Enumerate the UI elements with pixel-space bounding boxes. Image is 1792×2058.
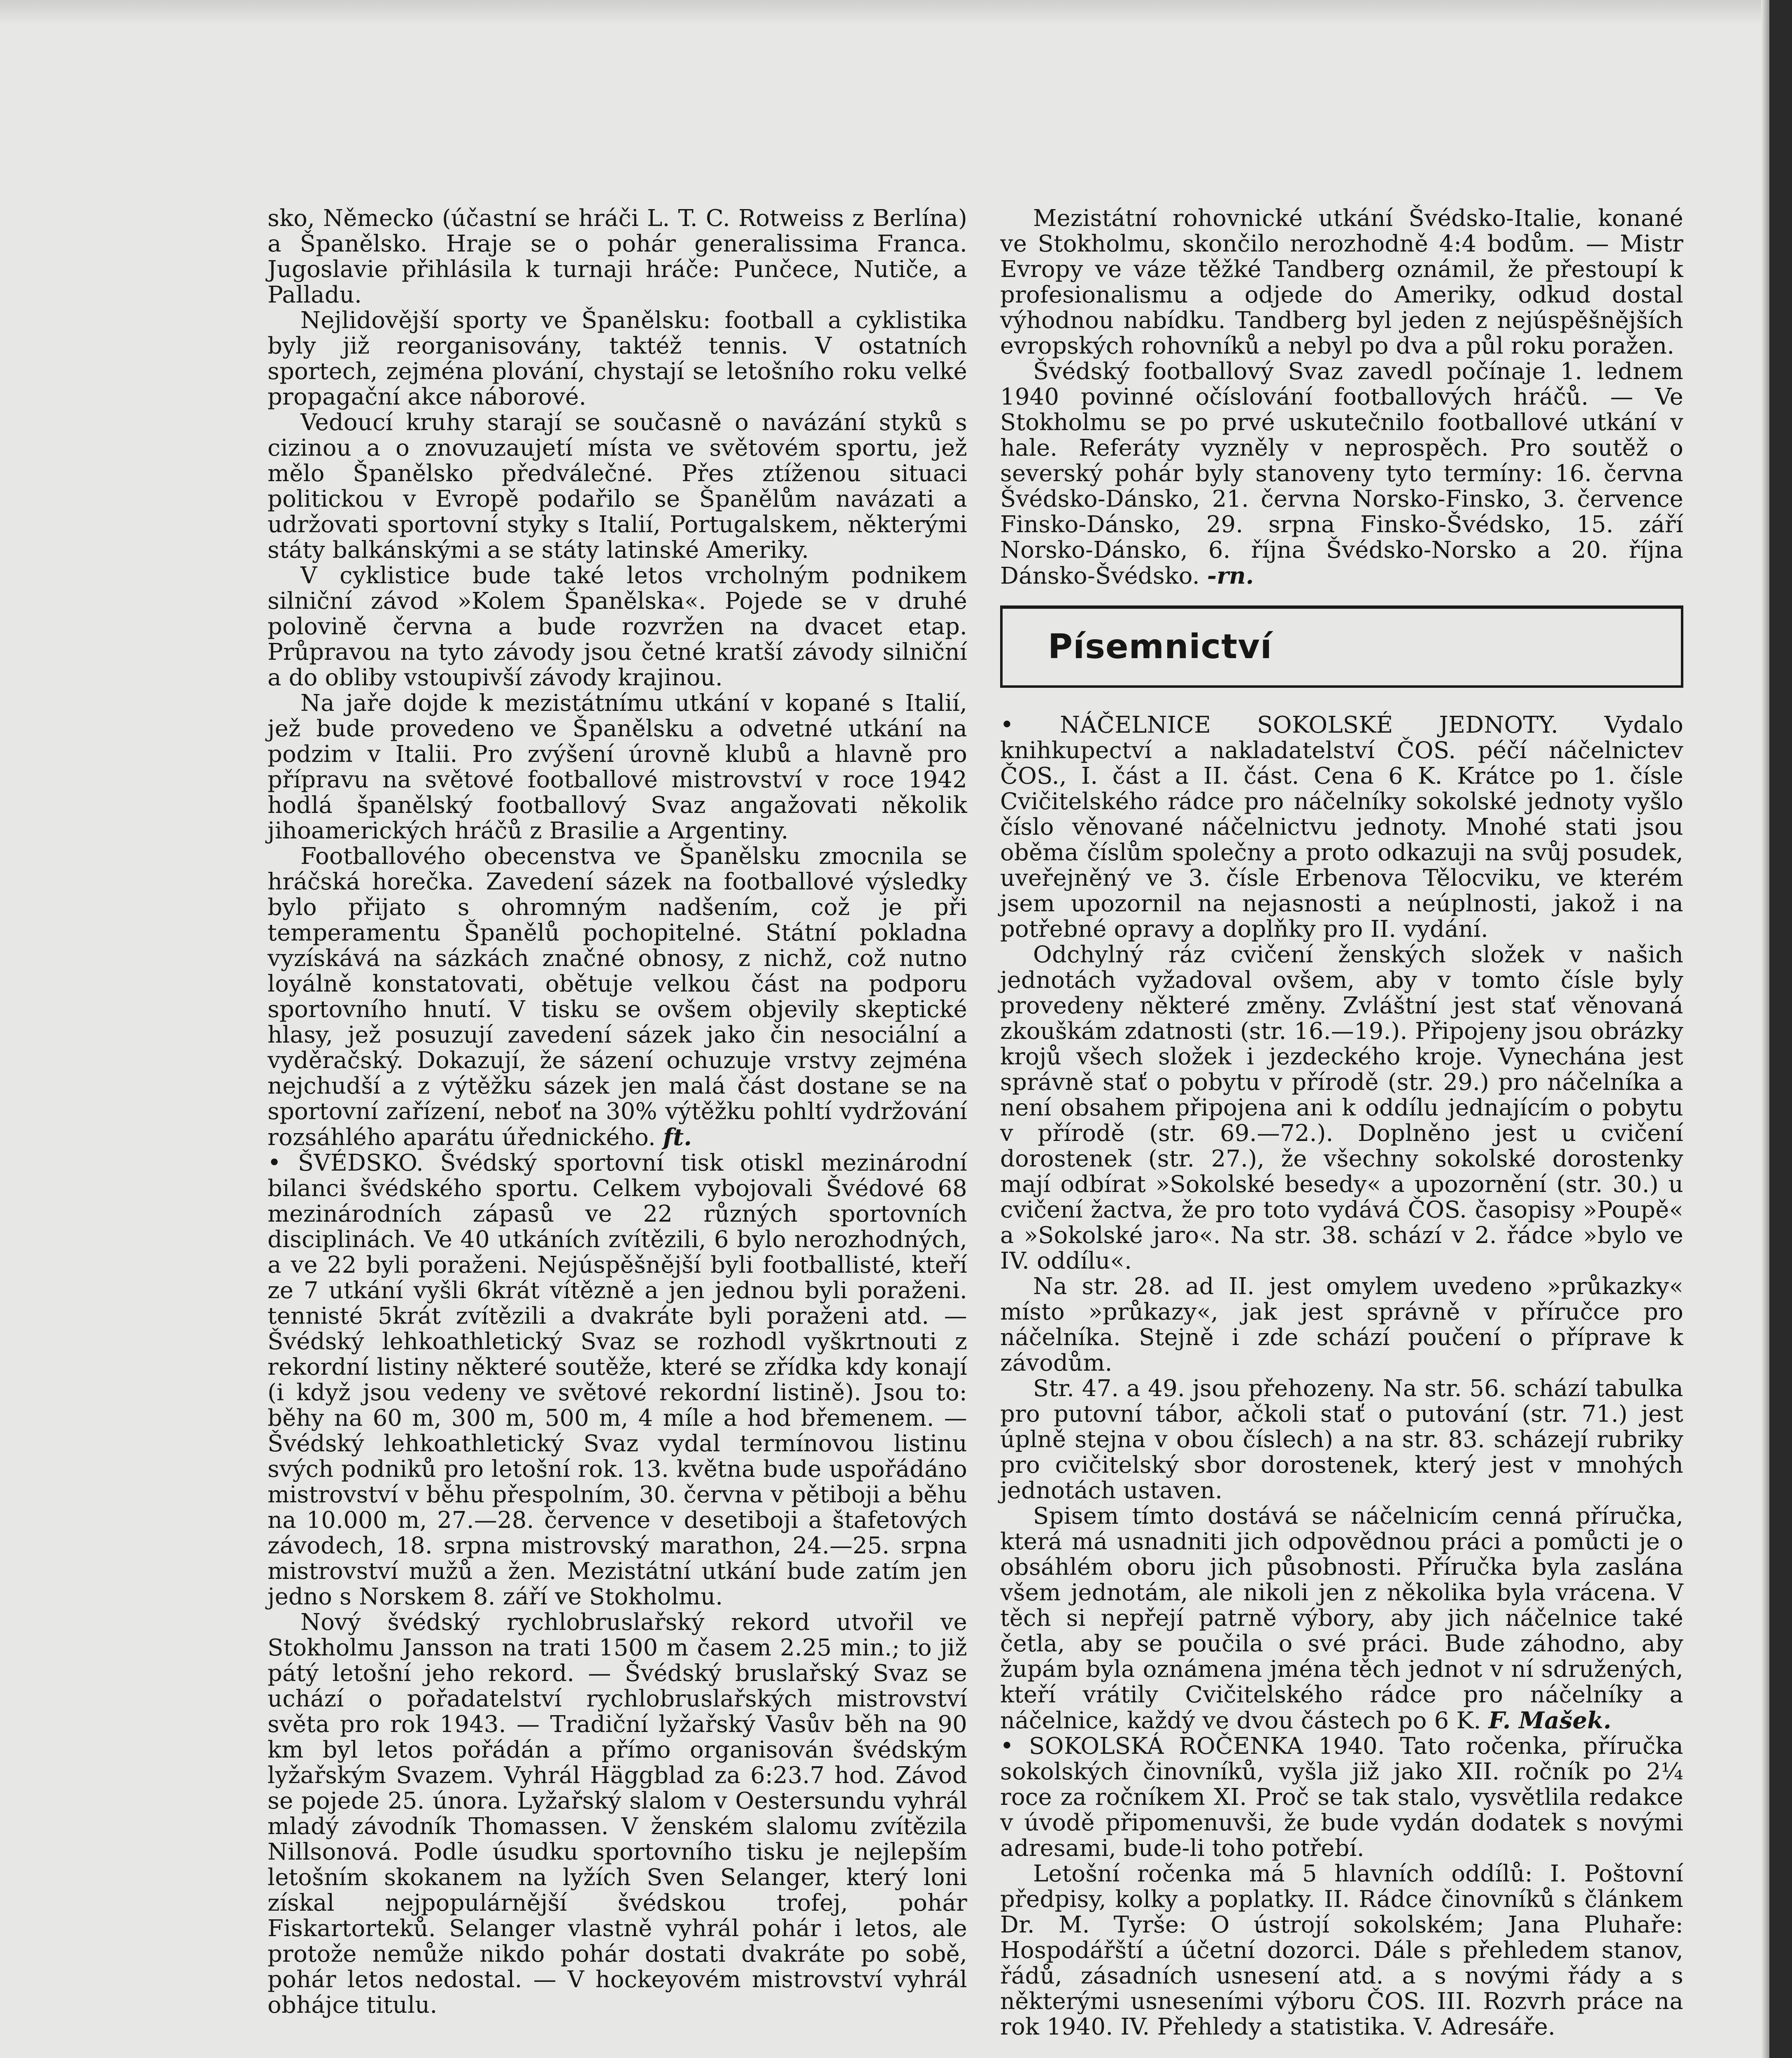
paragraph: Vedoucí kruhy starají se současně o navázání styků s cizinou a o znovuzaujetí místa ve světovém sportu, jež mělo Španělsko předválečné. Přes ztíženou situaci politickou v Evropě podařilo se Španělům navázati a udržovati sportovní styky s Italií, Portugalskem, některými státy balkánskými a se státy latinské Ameriky.: [268, 409, 967, 563]
left-column: [268, 206, 967, 2018]
author-signature: -rn.: [1207, 562, 1254, 589]
paragraph: Nejlidovější sporty ve Španělsku: football a cyklistika byly již reorganisovány, taktéž tennis. V ostatních sportech, zejména plování, chystají se letošního roku velké propagační akce náborové.: [268, 307, 967, 410]
paragraph: [1000, 359, 1683, 589]
scan-shadow: [1761, 0, 1769, 2058]
author-signature: F. Mašek.: [1488, 1707, 1612, 1734]
section-heading: Písemnictví: [1048, 627, 1272, 666]
paragraph: Nový švédský rychlobruslařský rekord utvořil ve Stokholmu Jansson na trati 1500 m časem 2.25 min.; to již pátý letošní jeho rekord. — Švédský bruslařský Svaz se uchází o pořadatelství rychlobruslařských mistrovství světa pro rok 1943. — Tradiční lyžařský Vasův běh na 90 km byl letos pořádán a přímo organisován švédským lyžařským Svazem. Vyhrál Häggblad za 6:23.7 hod. Závod se pojede 25. února. Lyžařský slalom v Oestersundu vyhrál mladý závodník Thomassen. V ženském slalomu zvítězila Nillsonová. Podle úsudku sportovního tisku je nejlepším letošním skokanem na lyžích Sven Selanger, který loni získal nejpopulárnější švédskou trofej, pohár Fiskartorteků. Selanger vlastně vyhrál pohár i letos, ale protože nemůže nikdo pohár dostati dvakráte po sobě, pohár letos nedostal. — V hockeyovém mistrovství vyhrál obhájce titulu.: [268, 1609, 967, 2018]
paragraph: Str. 47. a 49. jsou přehozeny. Na str. 56. schází tabulka pro putovní tábor, ačkoli stať o putování (str. 71.) jest úplně stejna v obou číslech) a na str. 83. scházejí rubriky pro cvičitelský sbor dorostenek, který jest v mnohých jednotách ustaven.: [1000, 1375, 1683, 1504]
review-item: • NÁČELNICE SOKOLSKÉ JEDNOTY. Vydalo knihkupectví a nakladatelství ČOS. péčí náčelnictev ČOS., I. část a II. část. Cena 6 K. Krátce po 1. čísle Cvičitelského rádce pro náčelníky sokolské jednoty vyšlo číslo věnované náčelnictvu jednoty. Mnohé stati jsou oběma číslům společny a proto odkazuji na svůj posudek, uveřejněný ve 3. čísle Erbenova Tělocviku, ve kterém jsem upozornil na nejasnosti a neúplnosti, jakož i na potřebné opravy a doplňky pro II. vydání.: [1000, 712, 1683, 942]
paragraph-text: Spisem tímto dostává se náčelnicím cenná příručka, která má usnadniti jich odpovědnou práci a pomůcti je o obsáhlém oboru jich působnosti. Příručka byla zaslána všem jednotám, ale nikoli jen z několika byla vrácena. V těch si nepřejí patrně výbory, aby jich náčelnice také četla, aby se poučila o své práci. Bude záhodno, aby župám byla oznámena jména těch jednot v ní sdružených, kteří vrátily Cvičitelského rádce pro náčelníky a náčelnice, každý ve dvou částech po 6 K.: [1000, 1503, 1683, 1734]
news-item-sweden: • ŠVÉDSKO. Švédský sportovní tisk otiskl mezinárodní bilanci švédského sportu. Celkem vybojovali Švédové 68 mezinárodních zápasů ve 22 různých sportovních disciplinách. Ve 40 utkáních zvítězili, 6 bylo nerozhodných, a ve 22 byli poraženi. Nejúspěšnější byli footballisté, kteří ze 7 utkání vyšli 6krát vítězně a jen jednou byli poraženi. tennisté 5krát zvítězili a dvakráte byli poraženi atd. — Švédský lehkoathletický Svaz se rozhodl vyškrtnouti z rekordní listiny některé soutěže, které se zřídka kdy konají (i když jsou vedeny ve světové rekordní listině). Jsou to: běhy na 60 m, 300 m, 500 m, 4 míle a hod břemenem. — Švédský lehkoathletický Svaz vydal termínovou listinu svých podniků pro letošní rok. 13. května bude uspořádáno mistrovství v běhu přespolním, 30. června v pětiboji a běhu na 10.000 m, 27.—28. července v desetiboji a štafetových závodech, 18. srpna mistrovský marathon, 24.—25. srpna mistrovství mužů a žen. Mezistátní utkání bude zatím jen jedno s Norskem 8. září ve Stokholmu.: [268, 1150, 967, 1610]
paragraph: Mezistátní rohovnické utkání Švédsko-Italie, konané ve Stokholmu, skončilo nerozhodně 4:4 bodům. — Mistr Evropy ve váze těžké Tandberg oznámil, že přestoupí k profesionalismu a odjede do Ameriky, odkud dostal výhodnou nabídku. Tandberg byl jeden z nejúspěšnějších evropských rohovníků a nebyl po dva a půl roku poražen.: [1000, 205, 1683, 359]
paragraph-text: Footballového obecenstva ve Španělsku zmocnila se hráčská horečka. Zavedení sázek na footballové výsledky bylo přijato s ohromným nadšením, což je při temperamentu Španělů pochopitelné. Státní pokladna vyzískává na sázkách značné obnosy, z nichž, což nutno loyálně konstatovati, obětuje velkou část na podporu sportovního hnutí. V tisku se ovšem objevily skeptické hlasy, jež posuzují zavedení sázek jako čin nesociální a vyděračský. Dokazují, že sázení ochuzuje vrstvy zejména nejchudší a z výtěžku sázek jen malá část dostane se na sportovní zařízení, neboť na 30% výtěžku pohltí vydržování rozsáhlého aparátu úřednického.: [268, 843, 967, 1151]
paragraph: V cyklistice bude také letos vrcholným podnikem silniční závod »Kolem Španělska«. Pojede se v druhé polovině června a bude rozvržen na dvacet etap. Průpravou na tyto závody jsou četné kratší závody silniční a do obliby vstoupivší závody krajinou.: [268, 562, 967, 691]
paragraph: Na jaře dojde k mezistátnímu utkání v kopané s Italií, jež bude provedeno ve Španělsku a odvetné utkání na podzim v Italii. Pro zvýšení úrovně klubů a hlavně pro přípravu na světové footballové mistrovství v roce 1942 hodlá španělský footballový Svaz angažovati několik jihoamerických hráčů z Brasilie a Argentiny.: [268, 690, 967, 844]
paragraph: Letošní ročenka má 5 hlavních oddílů: I. Poštovní předpisy, kolky a poplatky. II. Rádce činovníků s článkem Dr. M. Tyrše: O ústrojí sokolském; Jana Pluhaře: Hospodářští a účetní dozorci. Dále s přehledem stanov, řádů, zásadních usnesení atd. a s novými řády a s některými usneseními výboru ČOS. III. Rozvrh práce na rok 1940. IV. Přehledy a statistika. V. Adresáře.: [1000, 1860, 1683, 2040]
paragraph: [268, 844, 967, 1150]
paragraph: Odchylný ráz cvičení ženských složek v našich jednotách vyžadoval ovšem, aby v tomto čísle byly provedeny některé změny. Zvláštní jest stať věnovaná zkouškám zdatnosti (str. 16.—19.). Připojeny jsou obrázky krojů všech složek i jezdeckého kroje. Vynechána jest správně stať o pobytu v přírodě (str. 29.) pro náčelníka a není obsahem připojena ani k oddílu jednajícím o pobytu v přírodě (str. 69.—72.). Doplněno jest u cvičení dorostenek (str. 27.), že všechny sokolské dorostenky mají odbírat »Sokolské besedy« a upozornění (str. 30.) u cvičení žactva, že pro toto vydává ČOS. časopisy »Poupě« a »Sokolské jaro«. Na str. 38. schází v 2. řádce »bylo ve IV. oddílu«.: [1000, 941, 1683, 1274]
paragraph-text: Švédský footballový Svaz zavedl počínaje 1. lednem 1940 povinné očíslování footballových hráčů. — Ve Stokholmu se po prvé uskutečnilo footballové utkání v hale. Referáty vyzněly v neprospěch. Pro soutěž o severský pohár byly stanoveny tyto termíny: 16. června Švédsko-Dánsko, 21. června Norsko-Finsko, 3. července Finsko-Dánsko, 29. srpna Finsko-Švédsko, 15. září Norsko-Dánsko, 6. října Švédsko-Norsko a 20. října Dánsko-Švédsko.: [1000, 358, 1683, 589]
paragraph: [1000, 1504, 1683, 1734]
section-heading-box: [1000, 605, 1683, 688]
paragraph: sko, Německo (účastní se hráči L. T. C. Rotweiss z Berlína) a Španělsko. Hraje se o pohár generalissima Franca. Jugoslavie přihlásila k turnaji hráče: Punčece, Nutiče, a Palladu.: [268, 205, 967, 308]
scan-edge-top: [0, 0, 1792, 25]
author-signature: ft.: [663, 1124, 692, 1151]
right-column: [1000, 206, 1683, 2040]
paragraph: Na str. 28. ad II. jest omylem uvedeno »průkazky« místo »průkazy«, jak jest správně v příručce pro náčelníka. Stejně i zde schází poučení o příprave k závodům.: [1000, 1273, 1683, 1376]
review-item: • SOKOLSKÁ ROČENKA 1940. Tato ročenka, příručka sokolských činovníků, vyšla již jako XII. ročník po 2¼ roce za ročníkem XI. Proč se tak stalo, vysvětlila redakce v úvodě připomenuvši, že bude vydán dodatek s novými adresami, bude-li toho potřebí.: [1000, 1734, 1683, 1861]
scan-edge-right: [1769, 0, 1792, 2058]
